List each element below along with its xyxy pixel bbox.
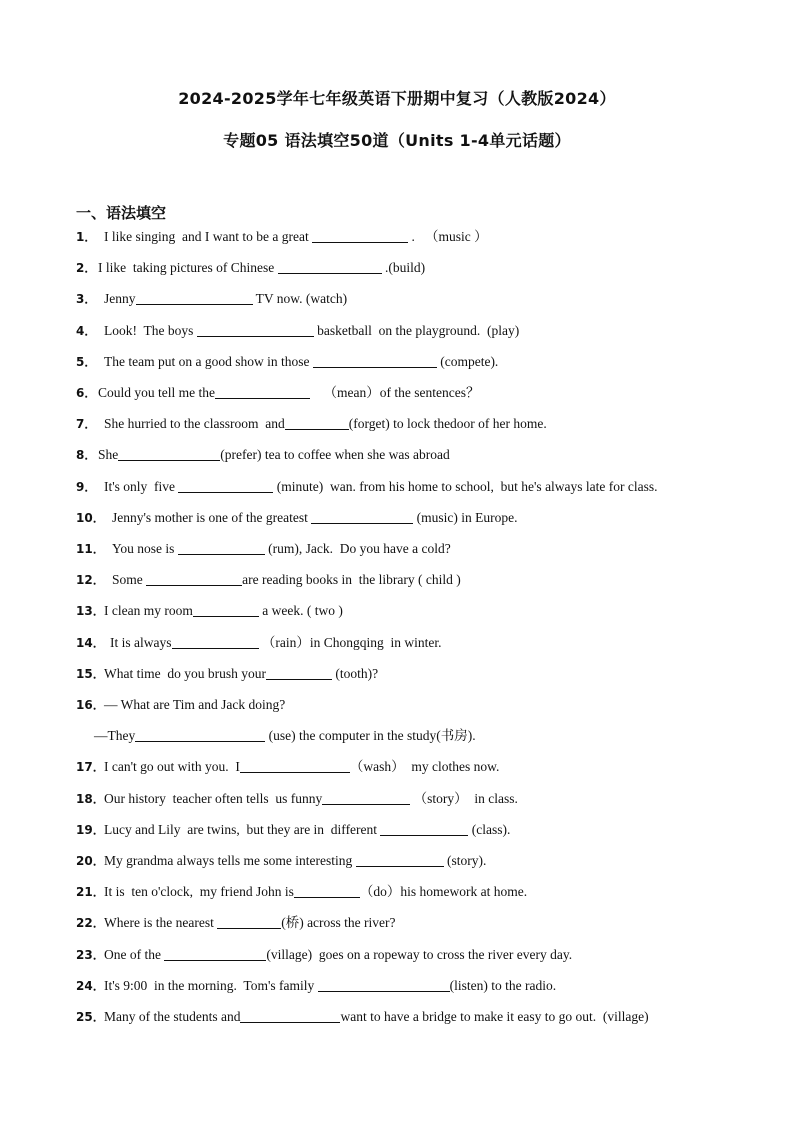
answer-blank[interactable] [217, 915, 281, 929]
question-hint: (桥) across the river? [281, 915, 396, 930]
section-heading: 一、语法填空 [76, 204, 167, 222]
question-text: —They [94, 728, 136, 743]
question-text: My grandma always tells me some interesting [104, 853, 356, 868]
answer-blank[interactable] [193, 603, 259, 617]
question-number: 14． [76, 636, 105, 650]
question-6 [76, 384, 756, 402]
question-number: 10． [76, 511, 105, 525]
question-5 [76, 353, 756, 371]
question-hint: (compete). [436, 354, 499, 369]
question-text: Lucy and Lily are twins, but they are in different [104, 822, 381, 837]
question-15 [76, 665, 756, 683]
question-hint: (rum), Jack. Do you have a cold? [264, 541, 451, 556]
question-10 [76, 509, 756, 527]
answer-blank[interactable] [215, 385, 310, 399]
question-text: Many of the students and [104, 1009, 241, 1024]
question-hint: (class). [468, 822, 511, 837]
question-number: 5． [76, 355, 97, 369]
question-12 [76, 571, 756, 589]
question-number: 9． [76, 480, 97, 494]
question-hint: . （music ） [408, 229, 488, 244]
question-hint: （mean）of the sentences？ [310, 385, 480, 400]
question-16 [76, 696, 756, 714]
question-14 [76, 634, 756, 652]
question-text: — What are Tim and Jack doing? [104, 697, 286, 712]
question-hint: (listen) to the radio. [449, 978, 557, 993]
question-hint: are reading books in the library ( child ) [242, 572, 461, 587]
question-text: One of the [104, 947, 165, 962]
answer-blank[interactable] [322, 791, 410, 805]
answer-blank[interactable] [312, 229, 408, 243]
question-text: Jenny's mother is one of the greatest [112, 510, 312, 525]
question-20 [76, 852, 756, 870]
question-number: 18． [76, 792, 105, 806]
question-text: She hurried to the classroom and [104, 416, 285, 431]
answer-blank[interactable] [178, 479, 273, 493]
question-hint: (prefer) tea to coffee when she was abroad [220, 447, 450, 462]
question-number: 22． [76, 916, 105, 930]
question-number: 20． [76, 854, 105, 868]
question-hint: (forget) to lock thedoor of her home. [348, 416, 547, 431]
question-number: 12． [76, 573, 105, 587]
question-text: It's 9:00 in the morning. Tom's family [104, 978, 318, 993]
question-hint: (minute) wan. from his home to school, but he's always late for class. [273, 479, 658, 494]
question-text: The team put on a good show in those [104, 354, 313, 369]
question-text: I can't go out with you. I [104, 759, 240, 774]
question-text: Jenny [104, 291, 136, 306]
answer-blank[interactable] [164, 947, 266, 961]
question-number: 21． [76, 885, 105, 899]
question-hint: (music) in Europe. [413, 510, 518, 525]
answer-blank[interactable] [311, 510, 413, 524]
question-hint: （story） in class. [410, 791, 518, 806]
question-text: What time do you brush your [104, 666, 266, 681]
answer-blank[interactable] [172, 635, 259, 649]
question-number: 19． [76, 823, 105, 837]
question-text: Where is the nearest [104, 915, 218, 930]
question-text: Could you tell me the [98, 385, 215, 400]
question-number: 17． [76, 760, 105, 774]
question-21 [76, 883, 756, 901]
question-number: 3． [76, 292, 97, 306]
answer-blank[interactable] [266, 666, 332, 680]
question-number: 25． [76, 1010, 105, 1024]
question-hint: (village) goes on a ropeway to cross the river every day. [266, 947, 573, 962]
question-number: 13． [76, 604, 105, 618]
question-hint: (use) the computer in the study(书房). [265, 728, 476, 743]
question-hint: want to have a bridge to make it easy to go out. (village) [340, 1009, 649, 1024]
question-text: It is always [110, 635, 172, 650]
question-text: I like singing and I want to be a great [104, 229, 313, 244]
question-7 [76, 415, 756, 433]
question-22 [76, 914, 756, 932]
question-3 [76, 290, 756, 308]
answer-blank[interactable] [380, 822, 468, 836]
question-number: 23． [76, 948, 105, 962]
question-number: 24． [76, 979, 105, 993]
question-hint: （rain）in Chongqing in winter. [258, 635, 442, 650]
question-17 [76, 758, 756, 776]
question-text: You nose is [112, 541, 178, 556]
question-number: 6． [76, 386, 97, 400]
question-16-reply [94, 727, 476, 745]
question-2 [76, 259, 756, 277]
question-24 [76, 977, 756, 995]
question-8 [76, 446, 756, 464]
question-hint: （wash） my clothes now. [349, 759, 500, 774]
answer-blank[interactable] [135, 728, 265, 742]
question-4 [76, 322, 756, 340]
question-text: She [98, 447, 119, 462]
answer-blank[interactable] [178, 541, 265, 555]
question-hint: (story). [443, 853, 487, 868]
answer-blank[interactable] [285, 416, 349, 430]
question-9 [76, 478, 756, 496]
page-title: 2024-2025学年七年级英语下册期中复习（人教版2024） [178, 89, 616, 108]
question-19 [76, 821, 756, 839]
answer-blank[interactable] [240, 1009, 340, 1023]
answer-blank[interactable] [318, 978, 450, 992]
answer-blank[interactable] [240, 759, 350, 773]
answer-blank[interactable] [356, 853, 444, 867]
question-text: Look! The boys [104, 323, 197, 338]
question-number: 7． [76, 417, 97, 431]
question-text: It's only five [104, 479, 179, 494]
question-number: 2． [76, 261, 97, 275]
question-text: Our history teacher often tells us funny [104, 791, 323, 806]
question-13 [76, 602, 756, 620]
question-23 [76, 946, 756, 964]
question-hint: （do）his homework at home. [359, 884, 528, 899]
answer-blank[interactable] [136, 291, 253, 305]
answer-blank[interactable] [118, 447, 220, 461]
question-18 [76, 790, 756, 808]
question-hint: TV now. (watch) [252, 291, 348, 306]
question-1 [76, 228, 756, 246]
question-hint: a week. ( two ) [258, 603, 343, 618]
question-number: 1． [76, 230, 97, 244]
question-number: 4． [76, 324, 97, 338]
answer-blank[interactable] [294, 884, 360, 898]
question-text: I like taking pictures of Chinese [98, 260, 278, 275]
question-hint: basketball on the playground. (play) [313, 323, 520, 338]
answer-blank[interactable] [313, 354, 437, 368]
question-number: 8． [76, 448, 97, 462]
question-number: 11． [76, 542, 105, 556]
question-text: Some [112, 572, 147, 587]
question-text: It is ten o'clock, my friend John is [104, 884, 294, 899]
page-subtitle: 专题05 语法填空50道（Units 1-4单元话题） [223, 131, 571, 150]
answer-blank[interactable] [278, 260, 382, 274]
question-hint: .(build) [381, 260, 426, 275]
question-text: I clean my room [104, 603, 193, 618]
question-hint: (tooth)? [331, 666, 379, 681]
question-25 [76, 1008, 756, 1026]
answer-blank[interactable] [197, 323, 314, 337]
question-number: 16． [76, 698, 105, 712]
question-11 [76, 540, 756, 558]
question-number: 15． [76, 667, 105, 681]
answer-blank[interactable] [146, 572, 242, 586]
